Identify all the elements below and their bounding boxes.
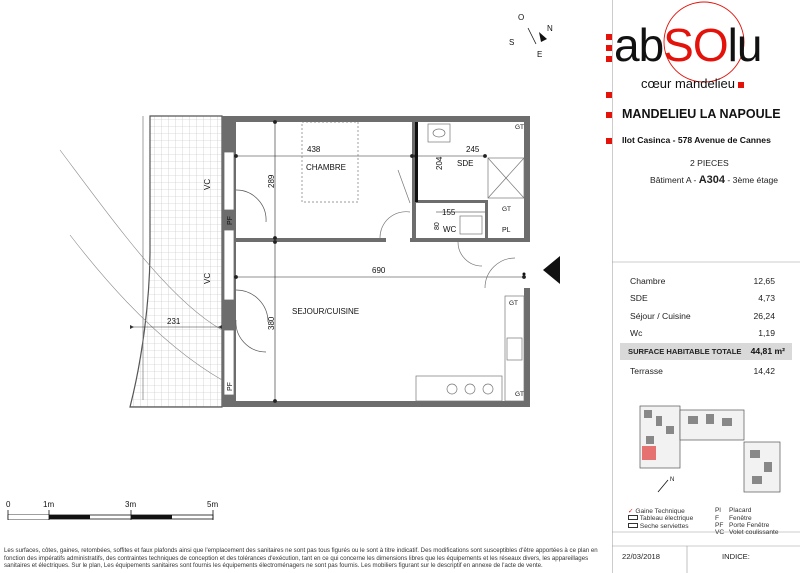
logo [614, 20, 761, 70]
label-vc-2: VC [203, 272, 212, 284]
address: Ilot Casinca - 578 Avenue de Cannes [622, 135, 771, 145]
legend-pl: Pl Placard [715, 507, 752, 514]
compass-o: O [518, 13, 525, 22]
scale-5m: 5m [207, 500, 219, 509]
logo-square-2 [606, 45, 612, 51]
logo-square-3 [606, 56, 612, 62]
room-sejour: SEJOUR/CUISINE [292, 307, 360, 316]
total-surface-bar: SURFACE HABITABLE TOTALE 44,81 m² [620, 343, 792, 360]
surface-row-wc: Wc 1,19 [630, 328, 775, 338]
compass-s: S [509, 38, 515, 47]
room-wc: WC [443, 225, 457, 234]
room-chambre: CHAMBRE [306, 163, 347, 172]
gt-2: GT [502, 206, 512, 213]
dim-690: 690 [372, 266, 386, 275]
surface-row-sejour: Séjour / Cuisine 26,24 [630, 311, 775, 321]
legend-gaine: ✓ Gaine Technique [628, 508, 685, 515]
deco-square-1 [606, 92, 612, 98]
logo-lu: lu [727, 19, 762, 71]
building-key-plan [628, 396, 788, 504]
logo-square-1 [606, 34, 612, 40]
left-openings [224, 152, 234, 395]
deco-square-3 [606, 138, 612, 144]
logo-ab: ab [614, 19, 664, 71]
compass-e: E [537, 50, 543, 59]
disclaimer: Les surfaces, côtes, gaines, retombées, soffites et faux plafonds ainsi que l'emplacement des sanitaires ne sont pas tous figurés ou le sont à titre indicatif. Des modifications sont susceptibles d'être apportées à ce plan en fonction des impératifs administratifs, des contraintes techniques de conception et des tolérances d'exécution, tant en ce qui concerne les dimensions libres que les équipements et les réseaux divers, les appareillages sanitaires et électriques. Sur le plan, Les équipements sanitaires sont fournis les équipements électroménagers ne sont pas fournis. Les mobiliers figurant sur le descriptif en annexe de l'acte de vente. [4, 547, 598, 570]
dim-438: 438 [307, 145, 321, 154]
label-pf-1: PF [227, 216, 234, 225]
city-title: MANDELIEU LA NAPOULE [622, 107, 781, 121]
logo-tagline: cœur mandelieu [641, 76, 744, 91]
dim-80: 80 [434, 222, 441, 230]
surface-row-terrasse: Terrasse 14,42 [630, 366, 775, 376]
keyplan-n: N [670, 477, 675, 483]
scale-0: 0 [6, 500, 11, 509]
unit-building: Bâtiment A - A304 - 3ème étage [650, 174, 779, 186]
dim-155: 155 [442, 208, 456, 217]
dim-289: 289 [267, 174, 276, 188]
scale-3m: 3m [125, 500, 137, 509]
gt-4: GT [515, 391, 525, 398]
label-vc-1: VC [203, 178, 212, 190]
dim-380: 380 [267, 316, 276, 330]
compass-rose [509, 13, 553, 59]
highlighted-unit [642, 446, 656, 460]
gt-1: GT [515, 124, 525, 131]
room-pl: PL [502, 227, 511, 234]
dim-204: 204 [435, 156, 444, 170]
unit-lot: A304 [698, 174, 726, 186]
footer-date: 22/03/2018 [622, 552, 661, 561]
scale-1m: 1m [43, 500, 55, 509]
legend-tableau: Tableau électrique [628, 515, 693, 522]
dim-231: 231 [167, 317, 181, 326]
logo-so: SO [663, 19, 728, 71]
terrace [60, 116, 222, 407]
walls [222, 116, 530, 407]
entrance-arrow [543, 256, 560, 284]
deco-square-2 [606, 112, 612, 118]
gt-3: GT [509, 300, 519, 307]
legend-f: F Fenêtre [715, 515, 752, 522]
legend-pf: PF Porte Fenêtre [715, 522, 770, 529]
label-pf-2: PF [227, 382, 234, 391]
surface-row-sde: SDE 4,73 [630, 293, 775, 303]
footer-indice: INDICE: [722, 552, 750, 561]
compass-n: N [547, 24, 553, 33]
room-sde: SDE [457, 159, 474, 168]
legend-seche: Seche serviettes [628, 523, 689, 530]
legend-vc: VC Volet coulissante [715, 529, 779, 536]
scale-bar [6, 500, 218, 520]
unit-type: 2 PIECES [690, 158, 729, 168]
dim-245: 245 [466, 145, 480, 154]
surface-row-chambre: Chambre 12,65 [630, 276, 775, 286]
